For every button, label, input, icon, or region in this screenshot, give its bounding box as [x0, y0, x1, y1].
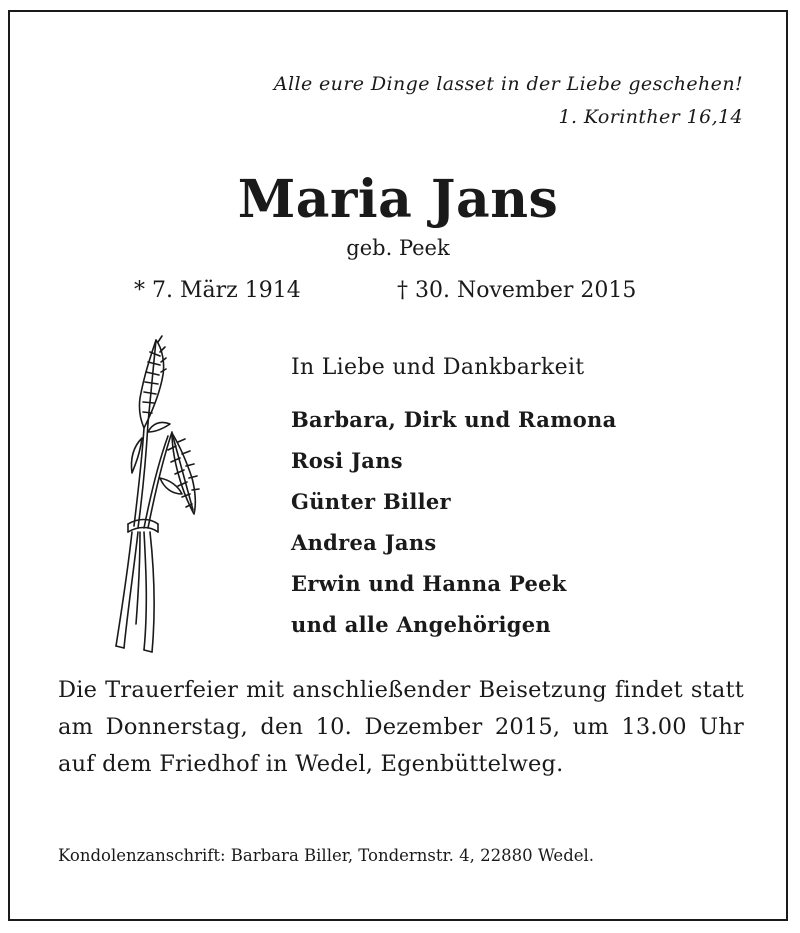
maiden-name: geb. Peek [346, 236, 450, 260]
quote-source: 1. Korinther 16,14 [558, 106, 743, 128]
wheat-sheaf-icon [98, 328, 208, 658]
mourner-entry: und alle Angehörigen [291, 612, 551, 637]
obituary-notice [8, 10, 788, 921]
bible-quote [274, 68, 743, 134]
quote-text: Alle eure Dinge lasset in der Liebe geschehen! [273, 73, 743, 95]
mourners-list [291, 399, 617, 645]
deceased-name: Maria Jans [237, 169, 559, 230]
mourner-entry: Erwin und Hanna Peek [291, 571, 567, 596]
mourner-entry: Günter Biller [291, 489, 451, 514]
condolence-address: Kondolenzanschrift: Barbara Biller, Tondernstr. 4, 22880 Wedel. [58, 846, 595, 865]
death-date: † 30. November 2015 [397, 278, 637, 303]
mourner-entry: Barbara, Dirk und Ramona [291, 407, 617, 432]
birth-date: * 7. März 1914 [134, 278, 301, 303]
mourner-entry: Andrea Jans [291, 530, 437, 555]
funeral-details: Die Trauerfeier mit anschließender Beisetzung findet statt am Donnerstag, den 10. Dezember 2015, um 13.00 Uhr auf dem Friedhof in Wedel, Egenbüttelweg. [58, 677, 744, 777]
dedication-line: In Liebe und Dankbarkeit [291, 355, 585, 380]
mourner-entry: Rosi Jans [291, 448, 403, 473]
